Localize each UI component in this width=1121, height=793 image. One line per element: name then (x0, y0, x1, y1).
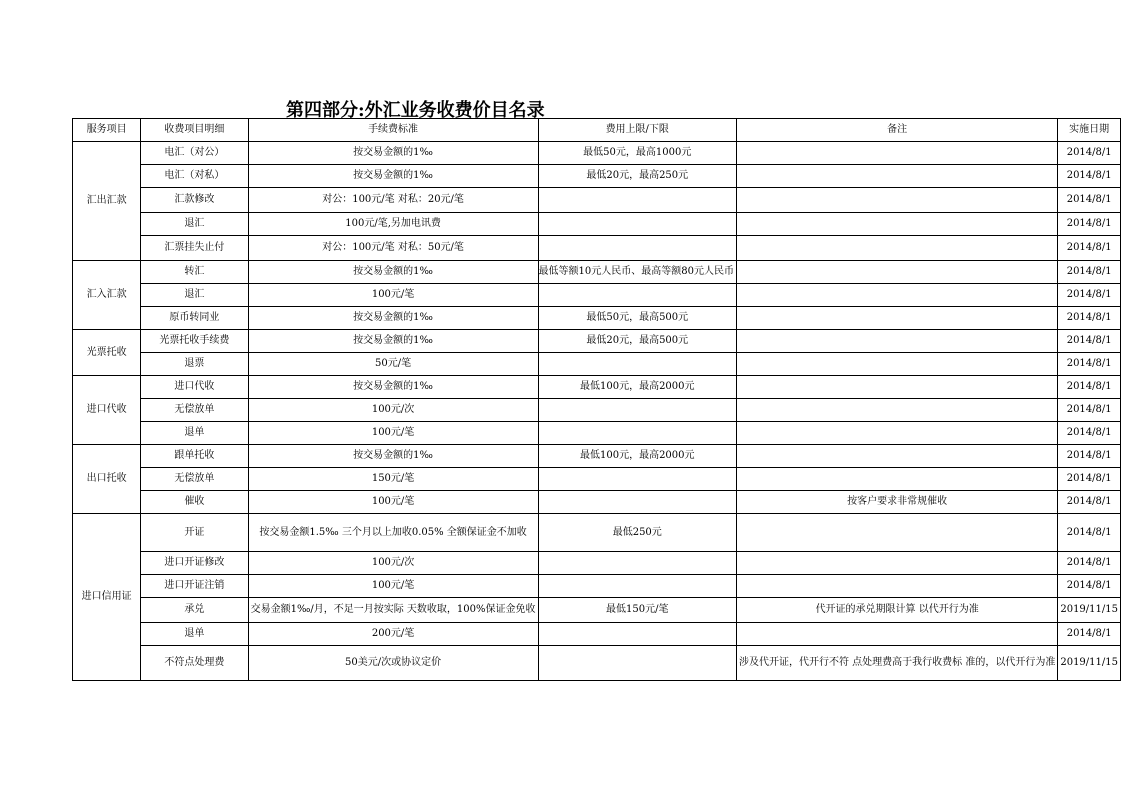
remark-cell (736, 623, 1057, 646)
fee-limit-cell: 最低50元，最高500元 (538, 307, 736, 330)
remark-cell (736, 307, 1057, 330)
service-category-cell: 出口托收 (73, 445, 141, 514)
effective-date-cell: 2014/8/1 (1058, 491, 1121, 514)
fee-limit-cell (538, 468, 736, 491)
fee-item-cell: 光票托收手续费 (141, 330, 248, 353)
table-row (73, 514, 1121, 552)
effective-date-cell: 2014/8/1 (1058, 188, 1121, 213)
effective-date-cell: 2019/11/15 (1058, 598, 1121, 623)
effective-date-cell: 2019/11/15 (1058, 646, 1121, 681)
fee-item-cell: 退票 (141, 353, 248, 376)
remark-cell (736, 376, 1057, 399)
remark-cell (736, 284, 1057, 307)
service-category-cell: 进口代收 (73, 376, 141, 445)
table-row (73, 623, 1121, 646)
effective-date-cell: 2014/8/1 (1058, 284, 1121, 307)
table-row (73, 261, 1121, 284)
table-row (73, 552, 1121, 575)
fee-item-cell: 开证 (141, 514, 248, 552)
service-category-cell: 进口信用证 (73, 514, 141, 681)
fee-item-cell: 承兑 (141, 598, 248, 623)
header-date: 实施日期 (1058, 119, 1121, 142)
fee-limit-cell (538, 188, 736, 213)
fee-standard-cell: 100元/次 (248, 552, 538, 575)
fee-standard-cell: 按交易金额的1‰ (248, 445, 538, 468)
fee-item-cell: 跟单托收 (141, 445, 248, 468)
page-title: 第四部分:外汇业务收费价目名录 (286, 100, 545, 121)
fee-limit-cell (538, 422, 736, 445)
remark-cell (736, 445, 1057, 468)
remark-cell (736, 188, 1057, 213)
fee-standard-cell: 100元/笔 (248, 575, 538, 598)
fee-limit-cell: 最低等额10元人民币、最高等额80元人民币 (538, 261, 736, 284)
remark-cell (736, 330, 1057, 353)
service-category-cell: 汇出汇款 (73, 142, 141, 261)
service-category-cell: 汇入汇款 (73, 261, 141, 330)
fee-standard-cell: 按交易金额的1‰ (248, 307, 538, 330)
fee-item-cell: 电汇（对公） (141, 142, 248, 165)
fee-standard-cell: 交易金额1‰/月，不足一月按实际 天数收取，100%保证金免收 (248, 598, 538, 623)
fee-standard-cell: 按交易金额的1‰ (248, 165, 538, 188)
fee-standard-cell: 按交易金额的1‰ (248, 376, 538, 399)
fee-limit-cell (538, 646, 736, 681)
fee-standard-cell: 按交易金额1.5‰ 三个月以上加收0.05% 全额保证金不加收 (248, 514, 538, 552)
effective-date-cell: 2014/8/1 (1058, 623, 1121, 646)
effective-date-cell: 2014/8/1 (1058, 575, 1121, 598)
remark-cell (736, 142, 1057, 165)
fee-item-cell: 不符点处理费 (141, 646, 248, 681)
fee-limit-cell (538, 284, 736, 307)
remark-cell: 按客户要求非常规催收 (736, 491, 1057, 514)
fee-table (72, 118, 1121, 681)
header-item: 收费项目明细 (141, 119, 248, 142)
effective-date-cell: 2014/8/1 (1058, 307, 1121, 330)
fee-limit-cell: 最低20元，最高500元 (538, 330, 736, 353)
fee-standard-cell: 对公：100元/笔 对私：20元/笔 (248, 188, 538, 213)
table-row (73, 445, 1121, 468)
remark-cell (736, 514, 1057, 552)
fee-limit-cell: 最低100元，最高2000元 (538, 376, 736, 399)
fee-standard-cell: 50美元/次或协议定价 (248, 646, 538, 681)
fee-limit-cell: 最低20元，最高250元 (538, 165, 736, 188)
fee-standard-cell: 50元/笔 (248, 353, 538, 376)
table-row (73, 165, 1121, 188)
table-row (73, 646, 1121, 681)
fee-item-cell: 退汇 (141, 284, 248, 307)
remark-cell (736, 213, 1057, 236)
effective-date-cell: 2014/8/1 (1058, 376, 1121, 399)
table-row (73, 330, 1121, 353)
table-row (73, 491, 1121, 514)
fee-standard-cell: 按交易金额的1‰ (248, 330, 538, 353)
remark-cell (736, 422, 1057, 445)
fee-item-cell: 进口代收 (141, 376, 248, 399)
fee-limit-cell (538, 399, 736, 422)
fee-standard-cell: 按交易金额的1‰ (248, 142, 538, 165)
remark-cell (736, 552, 1057, 575)
effective-date-cell: 2014/8/1 (1058, 422, 1121, 445)
service-category-cell: 光票托收 (73, 330, 141, 376)
table-row (73, 236, 1121, 261)
fee-limit-cell: 最低250元 (538, 514, 736, 552)
header-limit: 费用上限/下限 (538, 119, 736, 142)
fee-standard-cell: 100元/笔,另加电讯费 (248, 213, 538, 236)
fee-standard-cell: 150元/笔 (248, 468, 538, 491)
fee-item-cell: 原币转同业 (141, 307, 248, 330)
effective-date-cell: 2014/8/1 (1058, 514, 1121, 552)
fee-limit-cell (538, 491, 736, 514)
table-row (73, 376, 1121, 399)
remark-cell: 代开证的承兑期限计算 以代开行为准 (736, 598, 1057, 623)
fee-item-cell: 退汇 (141, 213, 248, 236)
effective-date-cell: 2014/8/1 (1058, 261, 1121, 284)
effective-date-cell: 2014/8/1 (1058, 353, 1121, 376)
table-row (73, 422, 1121, 445)
table-row (73, 468, 1121, 491)
header-note: 备注 (736, 119, 1057, 142)
fee-item-cell: 进口开证注销 (141, 575, 248, 598)
remark-cell (736, 399, 1057, 422)
remark-cell (736, 353, 1057, 376)
effective-date-cell: 2014/8/1 (1058, 165, 1121, 188)
fee-limit-cell: 最低100元，最高2000元 (538, 445, 736, 468)
effective-date-cell: 2014/8/1 (1058, 213, 1121, 236)
fee-standard-cell: 200元/笔 (248, 623, 538, 646)
fee-item-cell: 转汇 (141, 261, 248, 284)
effective-date-cell: 2014/8/1 (1058, 236, 1121, 261)
remark-cell (736, 468, 1057, 491)
fee-item-cell: 无偿放单 (141, 399, 248, 422)
table-row (73, 213, 1121, 236)
fee-standard-cell: 对公：100元/笔 对私：50元/笔 (248, 236, 538, 261)
fee-standard-cell: 按交易金额的1‰ (248, 261, 538, 284)
table-row (73, 142, 1121, 165)
fee-item-cell: 催收 (141, 491, 248, 514)
remark-cell (736, 261, 1057, 284)
fee-item-cell: 电汇（对私） (141, 165, 248, 188)
table-row (73, 598, 1121, 623)
remark-cell: 涉及代开证，代开行不符 点处理费高于我行收费标 准的，以代开行为准 (736, 646, 1057, 681)
fee-limit-cell (538, 236, 736, 261)
fee-standard-cell: 100元/笔 (248, 422, 538, 445)
remark-cell (736, 575, 1057, 598)
fee-item-cell: 进口开证修改 (141, 552, 248, 575)
fee-item-cell: 汇票挂失止付 (141, 236, 248, 261)
effective-date-cell: 2014/8/1 (1058, 399, 1121, 422)
effective-date-cell: 2014/8/1 (1058, 330, 1121, 353)
header-fee: 手续费标准 (248, 119, 538, 142)
table-row (73, 307, 1121, 330)
fee-standard-cell: 100元/次 (248, 399, 538, 422)
effective-date-cell: 2014/8/1 (1058, 142, 1121, 165)
fee-item-cell: 汇款修改 (141, 188, 248, 213)
table-row (73, 353, 1121, 376)
table-row (73, 284, 1121, 307)
fee-standard-cell: 100元/笔 (248, 284, 538, 307)
fee-item-cell: 无偿放单 (141, 468, 248, 491)
fee-table-body (73, 142, 1121, 681)
fee-limit-cell (538, 353, 736, 376)
effective-date-cell: 2014/8/1 (1058, 552, 1121, 575)
fee-limit-cell (538, 213, 736, 236)
table-row (73, 188, 1121, 213)
fee-item-cell: 退单 (141, 623, 248, 646)
remark-cell (736, 236, 1057, 261)
effective-date-cell: 2014/8/1 (1058, 445, 1121, 468)
fee-limit-cell (538, 575, 736, 598)
header-service: 服务项目 (73, 119, 141, 142)
table-row (73, 575, 1121, 598)
fee-item-cell: 退单 (141, 422, 248, 445)
header-row (73, 119, 1121, 142)
effective-date-cell: 2014/8/1 (1058, 468, 1121, 491)
fee-standard-cell: 100元/笔 (248, 491, 538, 514)
fee-limit-cell (538, 552, 736, 575)
fee-limit-cell (538, 623, 736, 646)
remark-cell (736, 165, 1057, 188)
fee-limit-cell: 最低150元/笔 (538, 598, 736, 623)
table-row (73, 399, 1121, 422)
fee-limit-cell: 最低50元，最高1000元 (538, 142, 736, 165)
